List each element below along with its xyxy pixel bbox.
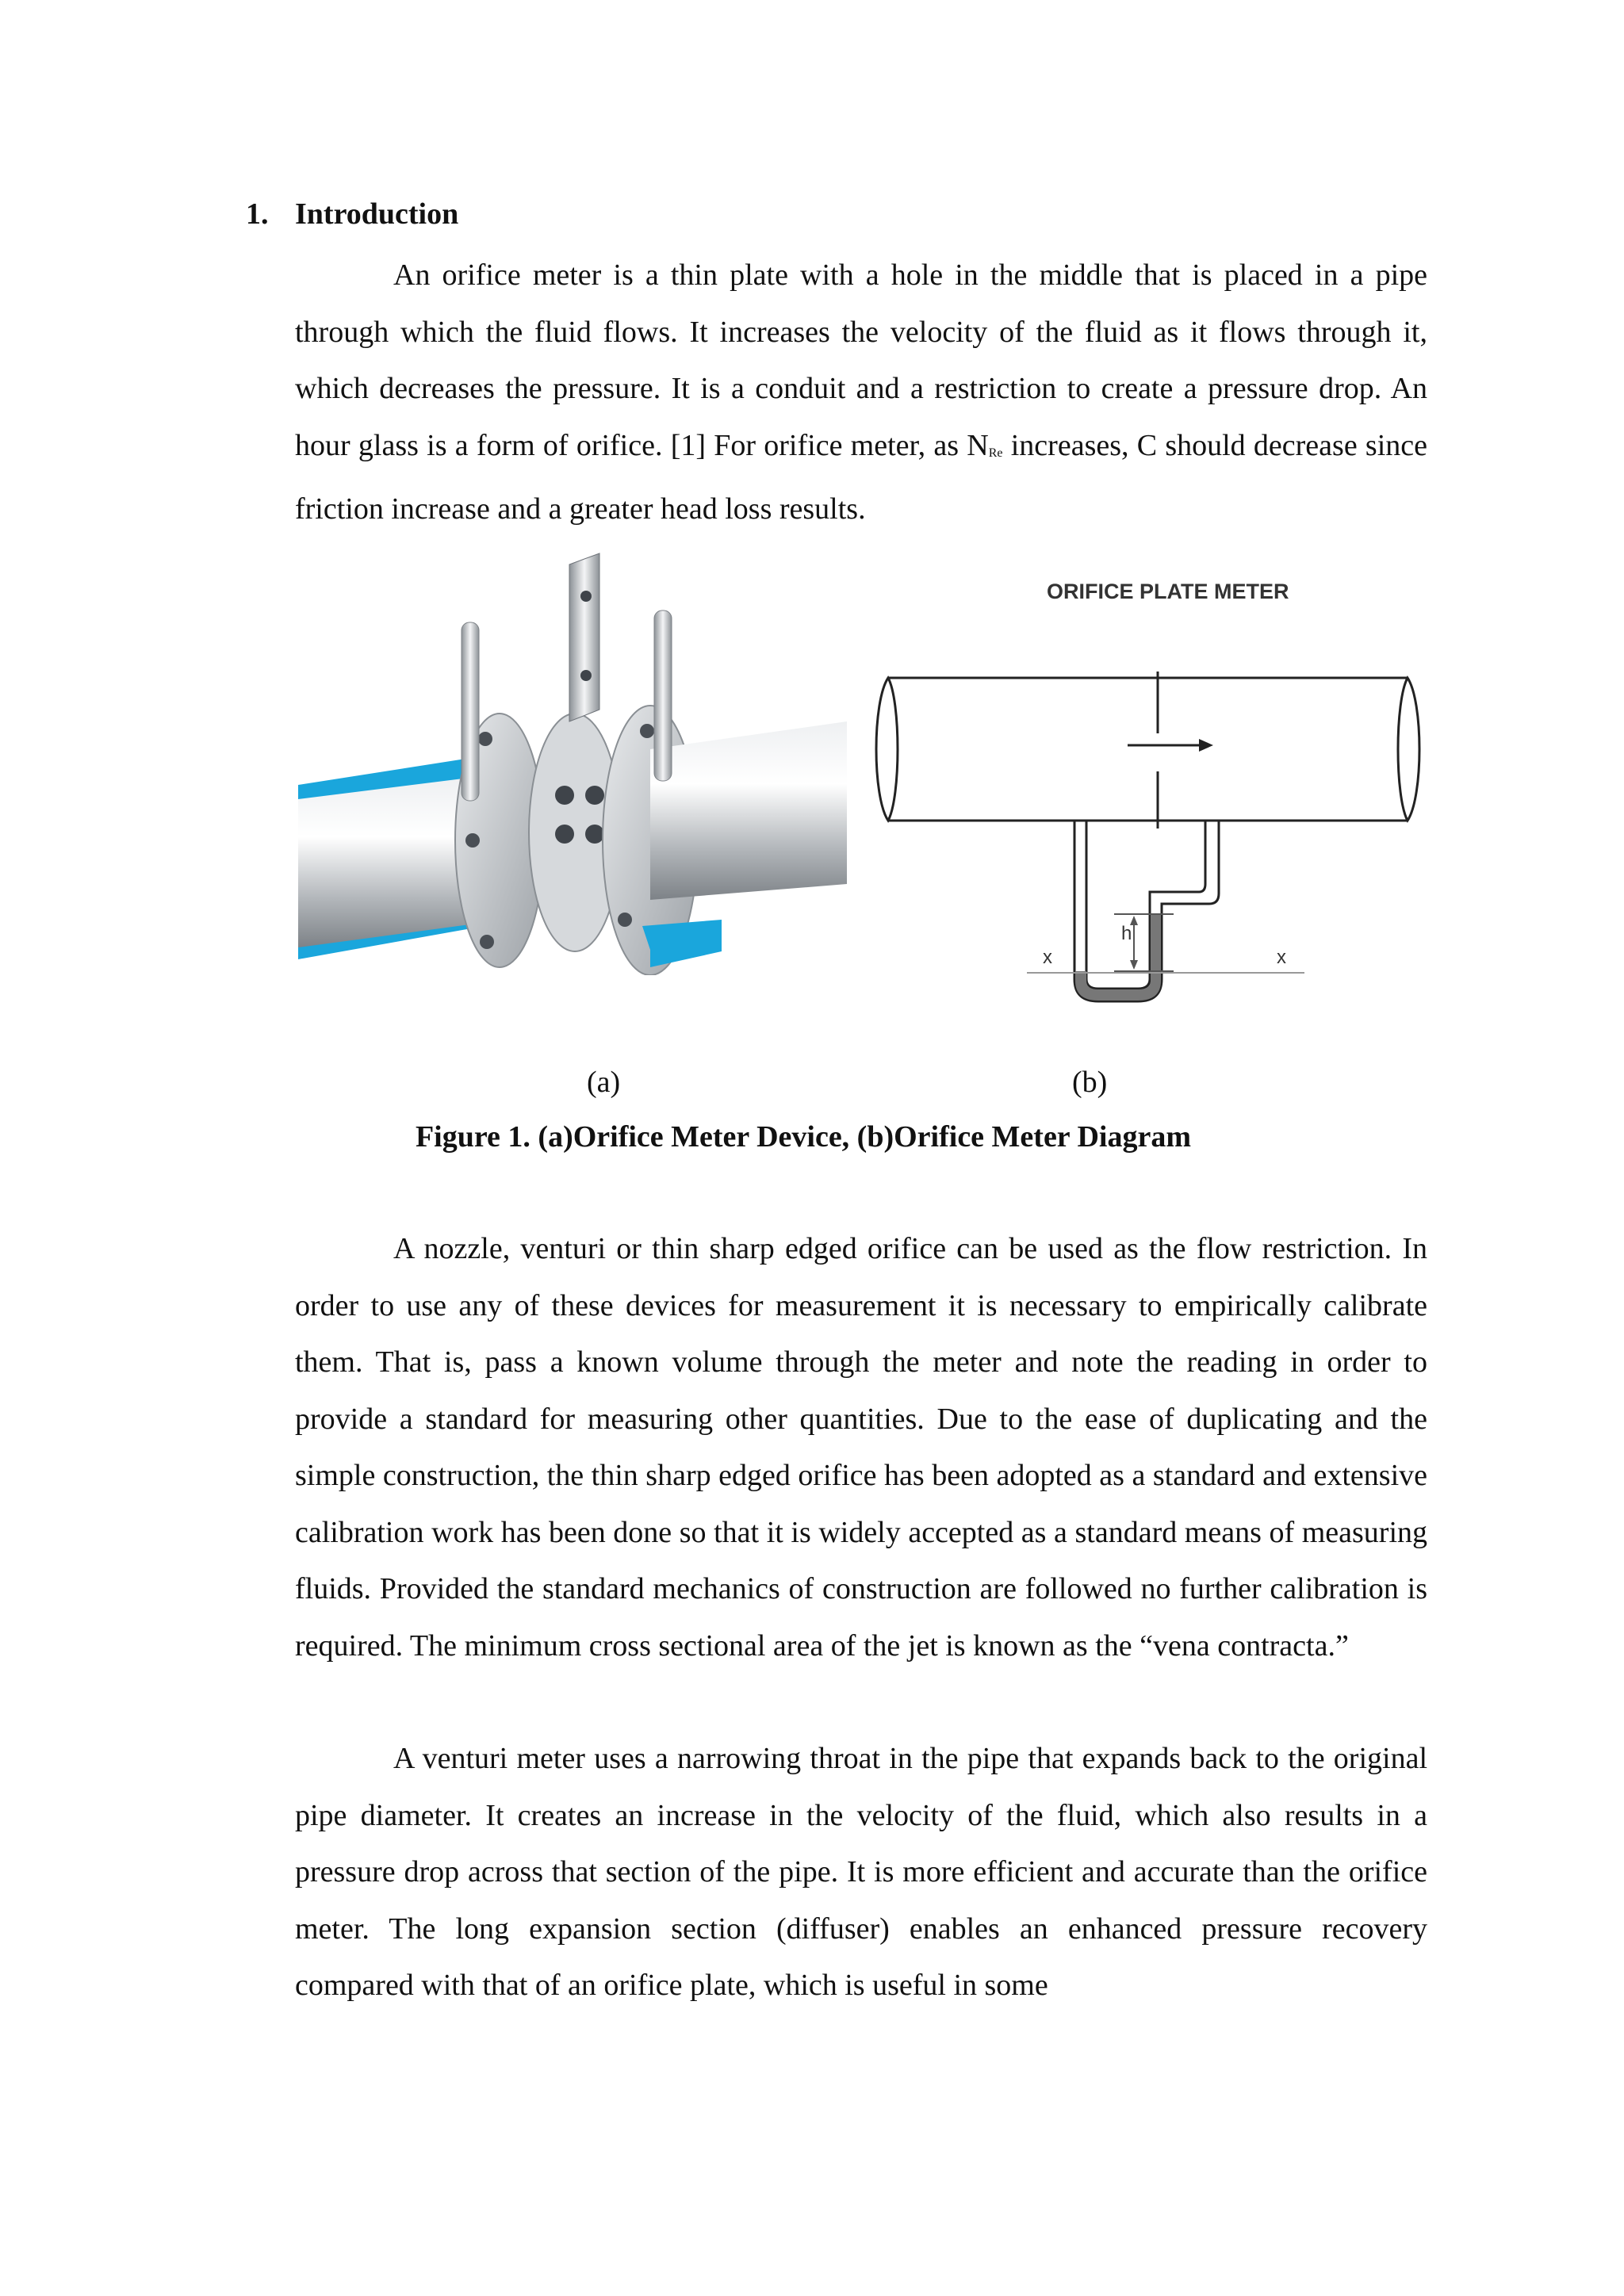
pipe-walls: [888, 678, 1408, 821]
paragraph-text: An orifice meter is a thin plate with a hole in the middle that is placed in a pipe through which the fluid flows. It increases the velocity of the fluid as it flows through it, which decreases the pressure. It is a conduit and a restriction to create a pressure drop. An hour glass is a form of orifice. [1] For orifice meter, as N: [295, 258, 1427, 462]
h-label: h: [1121, 923, 1132, 944]
paragraph-text: A nozzle, venturi or thin sharp edged orifice can be used as the flow restriction. In order to use any of these devices for measurement it is necessary to empirically calibrate them. That is, pass a known volume through the meter and note the reading in order to provide a standard for measuring other quantities. Due to the ease of duplicating and the simple construction, the thin sharp edged orifice has been adopted as a standard and extensive calibration work has been done so that it is widely accepted as a standard means of measuring fluids. Provided the standard mechanics of construction are followed no further calibration is required. The minimum cross sectional area of the jet is known as the “vena contracta.”: [295, 1232, 1427, 1663]
bolt-hole: [640, 724, 654, 738]
plate-handle: [569, 553, 599, 721]
section-heading: [246, 193, 458, 235]
x-label-right: x: [1277, 947, 1286, 968]
figure-sublabel-a: (a): [587, 1066, 621, 1099]
plate-hole: [555, 786, 574, 805]
bolt-hole: [618, 913, 632, 927]
right-pipe-body: [650, 721, 847, 900]
x-label-left: x: [1043, 947, 1052, 968]
figure-caption-text: Figure 1. (a)Orifice Meter Device, (b)Orifice Meter Diagram: [415, 1120, 1192, 1154]
orifice-meter-diagram: [872, 567, 1427, 1019]
paragraph-text: increases, C should decrease since friction increase and a greater head loss results.: [295, 428, 1428, 526]
diagram-title: ORIFICE PLATE METER: [1047, 580, 1289, 603]
section-number: 1.: [246, 197, 269, 231]
intro-paragraph: [295, 247, 1427, 538]
reynolds-subscript: Re: [988, 446, 1003, 460]
plate-hole: [585, 825, 604, 844]
section-title: Introduction: [295, 197, 459, 231]
flow-arrowhead: [1199, 739, 1213, 752]
body-paragraph: [295, 1731, 1427, 2015]
handle-hole: [580, 670, 592, 681]
pipe-right-end: [1398, 678, 1419, 821]
left-pipe-body: [298, 777, 476, 947]
handle-hole: [580, 591, 592, 602]
figure-sublabel-b: (b): [1072, 1066, 1108, 1099]
bolt-hole: [480, 935, 494, 949]
body-paragraph: [295, 1221, 1427, 1674]
paragraph-text: A venturi meter uses a narrowing throat in the pipe that expands back to the original pipe diameter. It creates an increase in the velocity of the fluid, which also results in a pressure drop across that section of the pipe. It is more efficient and accurate than the orifice meter. The long expansion section (diffuser) enables an enhanced pressure recovery compared with that of an orifice plate, which is useful in some: [295, 1742, 1427, 2002]
pipe-left-end: [876, 678, 898, 821]
left-pressure-tap: [462, 622, 479, 801]
manometer-outer: [1074, 821, 1219, 1001]
plate-hole: [585, 786, 604, 805]
h-arrowhead: [1130, 960, 1138, 970]
figure-caption: [0, 1116, 1624, 1158]
bolt-hole: [465, 833, 480, 848]
right-pipe-cut-face: [642, 920, 722, 967]
orifice-device-illustration: [293, 547, 853, 975]
right-pressure-tap: [654, 610, 672, 781]
plate-hole: [555, 825, 574, 844]
bolt-hole: [478, 732, 492, 746]
